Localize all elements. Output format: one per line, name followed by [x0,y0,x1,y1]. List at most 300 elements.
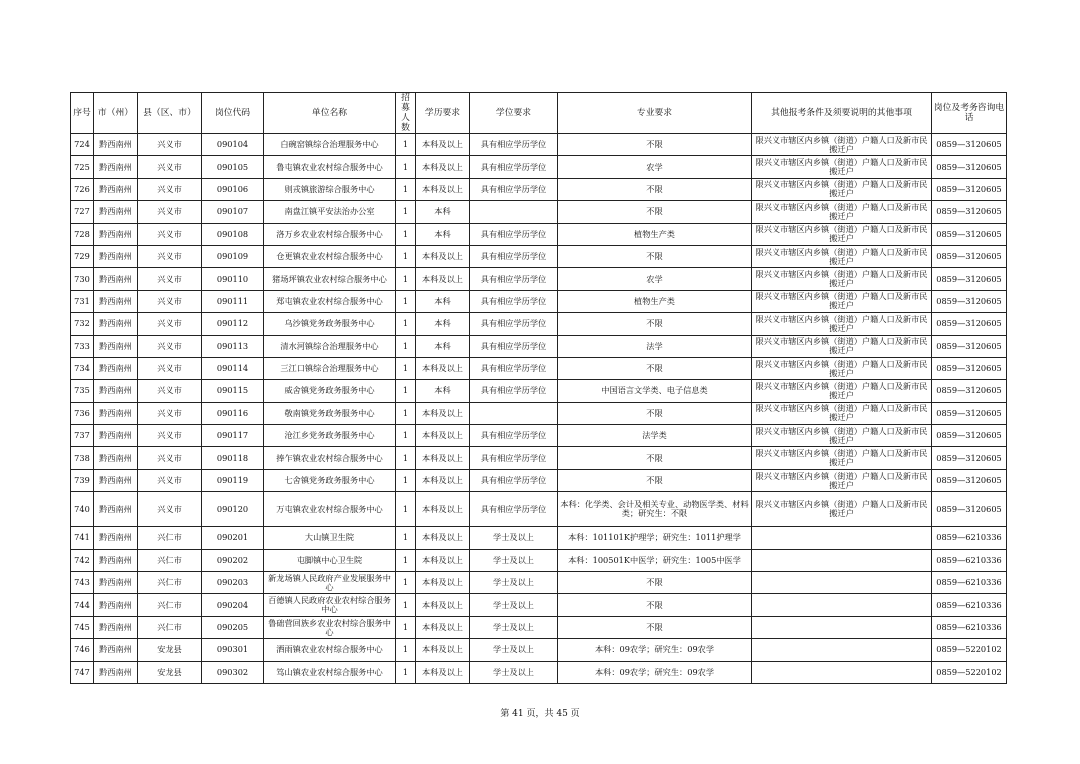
table-cell: 1 [396,201,416,223]
table-cell: 090118 [202,447,264,469]
table-cell: 735 [71,380,94,402]
table-cell: 学士及以上 [470,639,558,661]
table-cell: 本科及以上 [416,549,470,571]
table-row [71,572,1007,594]
table-cell: 敬南镇党务政务服务中心 [264,402,396,424]
table-cell: 鲁础营回族乡农业农村综合服务中心 [264,616,396,638]
table-cell: 黔西南州 [94,447,138,469]
table-cell: 090111 [202,290,264,312]
table-cell: 兴义市 [138,201,202,223]
table-cell: 1 [396,492,416,527]
table-cell: 兴义市 [138,178,202,200]
table-cell: 0859—3120605 [932,492,1007,527]
table-cell: 745 [71,616,94,638]
table-cell: 具有相应学历学位 [470,335,558,357]
table-cell: 743 [71,572,94,594]
table-cell: 本科及以上 [416,425,470,447]
table-cell: 090204 [202,594,264,616]
table-cell: 安龙县 [138,639,202,661]
table-cell: 1 [396,156,416,178]
table-cell: 742 [71,549,94,571]
table-cell: 0859—6210336 [932,527,1007,549]
table-cell: 本科及以上 [416,527,470,549]
table-cell: 黔西南州 [94,156,138,178]
table-cell: 黔西南州 [94,178,138,200]
table-cell: 兴仁市 [138,549,202,571]
table-cell: 0859—3120605 [932,290,1007,312]
table-cell: 727 [71,201,94,223]
table-cell: 729 [71,245,94,267]
table-cell: 黔西南州 [94,335,138,357]
table-cell: 1 [396,527,416,549]
table-cell: 725 [71,156,94,178]
table-cell: 090120 [202,492,264,527]
table-cell: 具有相应学历学位 [470,156,558,178]
table-cell: 具有相应学历学位 [470,380,558,402]
table-row [71,469,1007,491]
table-cell: 具有相应学历学位 [470,178,558,200]
table-cell: 本科 [416,290,470,312]
table-cell: 090104 [202,134,264,156]
table-cell: 黔西南州 [94,245,138,267]
table-cell: 本科及以上 [416,245,470,267]
header-cell: 学历要求 [416,93,470,134]
table-cell: 090203 [202,572,264,594]
table-cell: 1 [396,402,416,424]
table-cell: 1 [396,134,416,156]
table-cell: 法学 [558,335,752,357]
table-cell [752,549,932,571]
table-cell: 本科及以上 [416,616,470,638]
table-cell: 兴义市 [138,469,202,491]
table-cell: 兴义市 [138,268,202,290]
table-row [71,156,1007,178]
table-cell: 1 [396,594,416,616]
table-cell: 本科及以上 [416,402,470,424]
table-cell: 学士及以上 [470,572,558,594]
table-cell: 本科：09农学；研究生：09农学 [558,661,752,683]
recruitment-table [70,92,1007,684]
table-cell: 黔西南州 [94,425,138,447]
table-cell: 兴仁市 [138,527,202,549]
table-row [71,357,1007,379]
header-cell: 单位名称 [264,93,396,134]
table-cell: 0859—3120605 [932,425,1007,447]
table-cell: 限兴义市辖区内乡镇（街道）户籍人口及新市民搬迁户 [752,402,932,424]
header-cell: 序号 [71,93,94,134]
table-cell: 黔西南州 [94,594,138,616]
table-cell: 0859—3120605 [932,134,1007,156]
table-row [71,492,1007,527]
table-cell: 1 [396,549,416,571]
table-cell: 本科及以上 [416,357,470,379]
table-cell: 1 [396,639,416,661]
table-cell: 734 [71,357,94,379]
table-row [71,245,1007,267]
table-cell: 0859—3120605 [932,201,1007,223]
table-cell: 1 [396,380,416,402]
table-cell: 1 [396,335,416,357]
table-cell: 学士及以上 [470,616,558,638]
table-cell: 1 [396,223,416,245]
table-cell: 兴义市 [138,380,202,402]
table-cell: 限兴义市辖区内乡镇（街道）户籍人口及新市民搬迁户 [752,134,932,156]
table-cell: 0859—3120605 [932,357,1007,379]
table-cell: 1 [396,425,416,447]
table-row [71,425,1007,447]
table-cell: 本科及以上 [416,268,470,290]
table-cell: 法学类 [558,425,752,447]
table-row [71,290,1007,312]
table-cell: 兴义市 [138,313,202,335]
table-row [71,335,1007,357]
table-row [71,594,1007,616]
table-cell: 限兴义市辖区内乡镇（街道）户籍人口及新市民搬迁户 [752,447,932,469]
table-cell: 笃山镇农业农村综合服务中心 [264,661,396,683]
table-cell: 090301 [202,639,264,661]
table-cell: 安龙县 [138,661,202,683]
table-row [71,661,1007,683]
table-cell: 0859—3120605 [932,469,1007,491]
table-cell: 不限 [558,572,752,594]
table-cell [752,594,932,616]
table-cell: 具有相应学历学位 [470,357,558,379]
table-cell: 限兴义市辖区内乡镇（街道）户籍人口及新市民搬迁户 [752,178,932,200]
header-cell: 岗位代码 [202,93,264,134]
table-cell [752,572,932,594]
table-cell: 090302 [202,661,264,683]
table-cell: 三江口镇综合治理服务中心 [264,357,396,379]
table-cell: 0859—6210336 [932,594,1007,616]
table-cell: 黔西南州 [94,357,138,379]
table-cell: 植物生产类 [558,223,752,245]
table-cell: 739 [71,469,94,491]
table-cell: 本科 [416,335,470,357]
table-cell: 威舍镇党务政务服务中心 [264,380,396,402]
table-cell: 1 [396,290,416,312]
table-cell: 1 [396,245,416,267]
table-cell [752,661,932,683]
table-cell: 限兴义市辖区内乡镇（街道）户籍人口及新市民搬迁户 [752,201,932,223]
table-cell: 新龙场镇人民政府产业发展服务中心 [264,572,396,594]
table-cell: 黔西南州 [94,290,138,312]
table-cell: 万屯镇农业农村综合服务中心 [264,492,396,527]
table-cell: 学士及以上 [470,661,558,683]
table-cell: 090106 [202,178,264,200]
table-row [71,616,1007,638]
table-cell: 不限 [558,357,752,379]
table-cell: 限兴义市辖区内乡镇（街道）户籍人口及新市民搬迁户 [752,335,932,357]
table-cell: 本科及以上 [416,134,470,156]
table-cell [752,616,932,638]
table-cell: 本科及以上 [416,572,470,594]
table-cell: 本科及以上 [416,661,470,683]
table-cell: 黔西南州 [94,223,138,245]
table-cell: 洛万乡农业农村综合服务中心 [264,223,396,245]
table-row [71,402,1007,424]
table-cell: 具有相应学历学位 [470,469,558,491]
table-cell: 黔西南州 [94,492,138,527]
table-cell: 黔西南州 [94,527,138,549]
table-cell: 本科 [416,223,470,245]
table-cell: 0859—3120605 [932,447,1007,469]
table-cell [752,639,932,661]
table-cell: 百德镇人民政府农业农村综合服务中心 [264,594,396,616]
table-cell: 090110 [202,268,264,290]
table-cell: 744 [71,594,94,616]
table-cell: 黔西南州 [94,380,138,402]
header-cell: 其他报考条件及须要说明的其他事项 [752,93,932,134]
table-cell: 本科：100501K中医学；研究生：1005中医学 [558,549,752,571]
table-cell: 090108 [202,223,264,245]
table-cell: 本科：101101K护理学；研究生：1011护理学 [558,527,752,549]
table-cell: 不限 [558,245,752,267]
table-row [71,313,1007,335]
header-cell: 岗位及考务咨询电话 [932,93,1007,134]
table-cell: 732 [71,313,94,335]
table-cell: 兴仁市 [138,616,202,638]
table-cell: 黔西南州 [94,469,138,491]
table-row [71,178,1007,200]
table-cell: 具有相应学历学位 [470,492,558,527]
header-cell: 县（区、市） [138,93,202,134]
table-cell: 黔西南州 [94,134,138,156]
table-cell: 090117 [202,425,264,447]
table-cell: 黔西南州 [94,201,138,223]
table-row [71,134,1007,156]
table-cell: 1 [396,178,416,200]
table-cell: 1 [396,313,416,335]
table-cell: 限兴义市辖区内乡镇（街道）户籍人口及新市民搬迁户 [752,245,932,267]
table-cell: 限兴义市辖区内乡镇（街道）户籍人口及新市民搬迁户 [752,313,932,335]
table-cell: 仓更镇农业农村综合服务中心 [264,245,396,267]
table-cell: 738 [71,447,94,469]
table-cell: 具有相应学历学位 [470,268,558,290]
table-row [71,201,1007,223]
table-cell: 黔西南州 [94,549,138,571]
table-cell: 726 [71,178,94,200]
table-cell: 不限 [558,469,752,491]
table-cell: 090201 [202,527,264,549]
table-cell: 090113 [202,335,264,357]
table-cell: 090107 [202,201,264,223]
table-cell: 黔西南州 [94,313,138,335]
table-cell: 学士及以上 [470,594,558,616]
table-row [71,223,1007,245]
table-cell: 1 [396,447,416,469]
table-cell: 1 [396,616,416,638]
table-cell: 植物生产类 [558,290,752,312]
table-row [71,549,1007,571]
table-cell: 限兴义市辖区内乡镇（街道）户籍人口及新市民搬迁户 [752,268,932,290]
table-cell: 兴义市 [138,245,202,267]
table-cell: 不限 [558,313,752,335]
table-cell: 黔西南州 [94,661,138,683]
table-cell: 具有相应学历学位 [470,223,558,245]
table-cell: 洒雨镇农业农村综合服务中心 [264,639,396,661]
table-cell: 737 [71,425,94,447]
table-cell: 限兴义市辖区内乡镇（街道）户籍人口及新市民搬迁户 [752,357,932,379]
table-cell: 0859—6210336 [932,549,1007,571]
table-cell: 1 [396,357,416,379]
header-cell: 专业要求 [558,93,752,134]
table-cell: 兴义市 [138,134,202,156]
table-cell: 本科：09农学；研究生：09农学 [558,639,752,661]
table-cell: 屯脚镇中心卫生院 [264,549,396,571]
table-cell: 兴义市 [138,223,202,245]
table-cell: 本科及以上 [416,447,470,469]
table-row [71,527,1007,549]
table-cell: 具有相应学历学位 [470,245,558,267]
table-cell: 本科 [416,313,470,335]
table-cell: 733 [71,335,94,357]
table-cell: 090114 [202,357,264,379]
table-cell: 限兴义市辖区内乡镇（街道）户籍人口及新市民搬迁户 [752,492,932,527]
table-row [71,639,1007,661]
table-cell: 不限 [558,134,752,156]
table-cell: 本科及以上 [416,594,470,616]
table-cell: 0859—3120605 [932,335,1007,357]
table-cell: 具有相应学历学位 [470,447,558,469]
table-cell: 兴义市 [138,335,202,357]
header-cell: 学位要求 [470,93,558,134]
table-cell: 本科及以上 [416,178,470,200]
table-cell: 兴义市 [138,425,202,447]
table-cell: 不限 [558,201,752,223]
table-cell: 白碗窑镇综合治理服务中心 [264,134,396,156]
table-cell: 限兴义市辖区内乡镇（街道）户籍人口及新市民搬迁户 [752,425,932,447]
table-cell: 学士及以上 [470,549,558,571]
table-cell: 0859—3120605 [932,156,1007,178]
table-cell: 本科：化学类、会计及相关专业、动物医学类、材料类；研究生：不限 [558,492,752,527]
table-cell: 本科及以上 [416,156,470,178]
table-cell: 747 [71,661,94,683]
table-cell: 741 [71,527,94,549]
table-cell [470,201,558,223]
table-cell: 090202 [202,549,264,571]
table-cell: 0859—3120605 [932,245,1007,267]
table-row [71,447,1007,469]
table-cell: 七舍镇党务政务服务中心 [264,469,396,491]
table-cell: 具有相应学历学位 [470,290,558,312]
table-cell: 730 [71,268,94,290]
table-cell: 090116 [202,402,264,424]
table-cell: 0859—6210336 [932,572,1007,594]
table-cell: 090119 [202,469,264,491]
table-cell: 限兴义市辖区内乡镇（街道）户籍人口及新市民搬迁户 [752,156,932,178]
table-cell: 黔西南州 [94,268,138,290]
table-cell: 黔西南州 [94,572,138,594]
table-cell: 学士及以上 [470,527,558,549]
table-cell: 不限 [558,447,752,469]
table-cell: 724 [71,134,94,156]
table-cell: 本科 [416,380,470,402]
table-cell: 兴义市 [138,492,202,527]
header-cell: 市（州） [94,93,138,134]
table-cell: 731 [71,290,94,312]
table-cell: 不限 [558,178,752,200]
table-cell: 具有相应学历学位 [470,313,558,335]
table-cell: 兴义市 [138,357,202,379]
table-cell: 0859—3120605 [932,402,1007,424]
table-cell: 兴仁市 [138,594,202,616]
table-cell: 清水河镇综合治理服务中心 [264,335,396,357]
table-cell: 0859—5220102 [932,661,1007,683]
table-cell [752,527,932,549]
table-cell: 兴义市 [138,402,202,424]
table-cell: 736 [71,402,94,424]
table-cell: 不限 [558,616,752,638]
table-cell: 1 [396,572,416,594]
table-cell: 不限 [558,402,752,424]
table-cell: 则戎镇旅游综合服务中心 [264,178,396,200]
table-row [71,380,1007,402]
table-cell: 本科及以上 [416,639,470,661]
table-cell: 限兴义市辖区内乡镇（街道）户籍人口及新市民搬迁户 [752,223,932,245]
table-cell: 0859—3120605 [932,178,1007,200]
table-cell [470,402,558,424]
table-cell: 兴义市 [138,290,202,312]
table-cell: 本科及以上 [416,492,470,527]
table-cell: 0859—3120605 [932,380,1007,402]
table-cell: 鲁屯镇农业农村综合服务中心 [264,156,396,178]
table-cell: 090112 [202,313,264,335]
table-cell: 南盘江镇平安法治办公室 [264,201,396,223]
table-cell: 746 [71,639,94,661]
header-cell: 招募人数 [396,93,416,134]
table-row [71,268,1007,290]
table-cell: 1 [396,268,416,290]
table-cell: 捧乍镇农业农村综合服务中心 [264,447,396,469]
header-row [71,93,1007,134]
table-cell: 黔西南州 [94,616,138,638]
table-cell: 兴仁市 [138,572,202,594]
page-number: 第 41 页，共 45 页 [500,709,580,719]
table-cell: 兴义市 [138,156,202,178]
table-cell: 农学 [558,156,752,178]
table-cell: 郑屯镇农业农村综合服务中心 [264,290,396,312]
table-cell: 728 [71,223,94,245]
table-cell: 限兴义市辖区内乡镇（街道）户籍人口及新市民搬迁户 [752,469,932,491]
table-cell: 兴义市 [138,447,202,469]
table-cell: 中国语言文学类、电子信息类 [558,380,752,402]
table-cell: 1 [396,661,416,683]
table-cell: 黔西南州 [94,402,138,424]
table-cell: 不限 [558,594,752,616]
table-cell: 740 [71,492,94,527]
table-cell: 090115 [202,380,264,402]
table-cell: 0859—3120605 [932,223,1007,245]
table-cell: 限兴义市辖区内乡镇（街道）户籍人口及新市民搬迁户 [752,380,932,402]
table-cell: 0859—3120605 [932,268,1007,290]
table-cell: 本科 [416,201,470,223]
table-cell: 具有相应学历学位 [470,134,558,156]
table-cell: 黔西南州 [94,639,138,661]
table-cell: 具有相应学历学位 [470,425,558,447]
table-cell: 090205 [202,616,264,638]
table-cell: 0859—3120605 [932,313,1007,335]
table-cell: 乌沙镇党务政务服务中心 [264,313,396,335]
table-cell: 090109 [202,245,264,267]
table-cell: 大山镇卫生院 [264,527,396,549]
table-cell: 猪场坪镇农业农村综合服务中心 [264,268,396,290]
table-cell: 沧江乡党务政务服务中心 [264,425,396,447]
table-cell: 本科及以上 [416,469,470,491]
table-cell: 限兴义市辖区内乡镇（街道）户籍人口及新市民搬迁户 [752,290,932,312]
table-cell: 090105 [202,156,264,178]
table-cell: 0859—5220102 [932,639,1007,661]
table-cell: 1 [396,469,416,491]
